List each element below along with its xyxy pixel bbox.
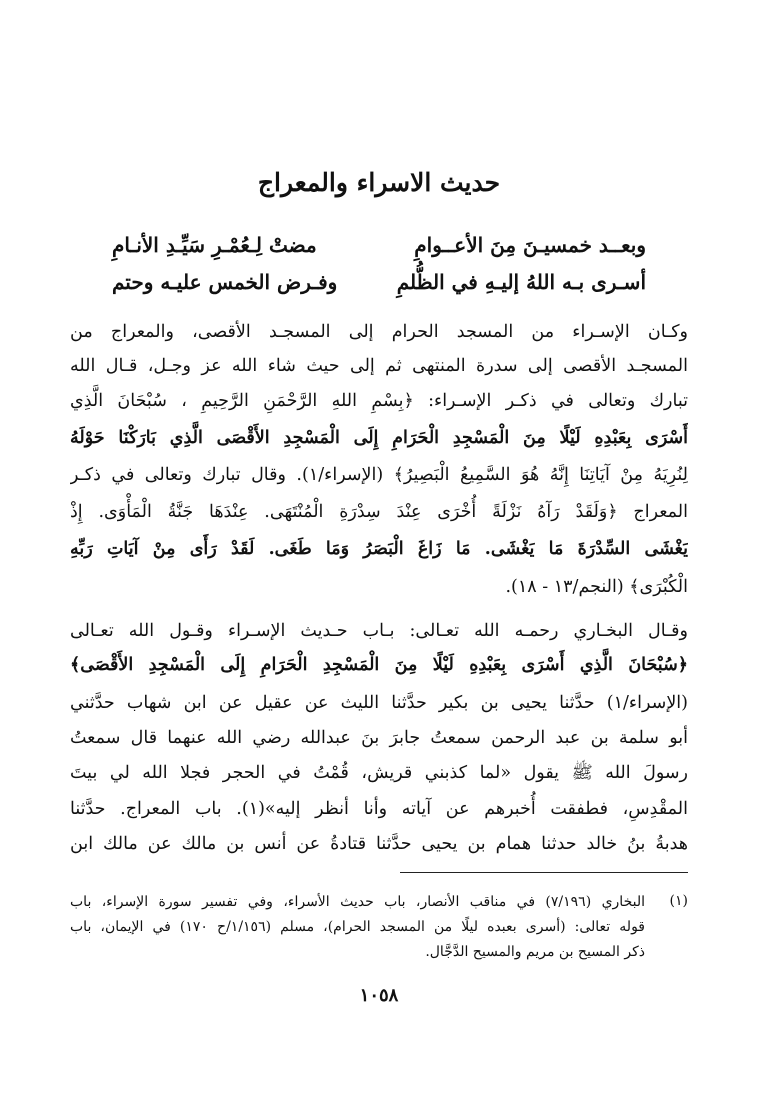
- quran-line: يَغْشَى السِّدْرَةَ مَا يَغْشَى. مَا زَاغَ الْبَصَرُ وَمَا طَغَى. لَقَدْ رَأَى مِنْ آيَاتِ رَبِّهِ: [70, 539, 688, 559]
- text-line: المعراج ﴿وَلَقَدْ رَآهُ نَزْلَةً أُخْرَى عِنْدَ سِدْرَةِ الْمُنْتَهَى. عِنْدَهَا جَنَّةُ الْمَأْوَى. إِذْ: [70, 502, 688, 522]
- text-line: (الإسراء/١) حدَّثنا يحيى بن بكير حدَّثنا الليث عن عقيل عن ابن شهاب حدَّثني: [70, 693, 688, 713]
- text-line: لِنُرِيَهُ مِنْ آيَاتِنَا إِنَّهُ هُوَ السَّمِيعُ الْبَصِيرُ﴾ (الإسراء/١). وقال تبارك وتعالى في ذكـر: [70, 465, 688, 485]
- text-line: الْكُبْرَى﴾ (النجم/١٣ - ١٨).: [505, 577, 688, 597]
- text-line: رسولَ الله ﷺ يقول «لما كذبني قريش، قُمْتُ في الحجر فجلا الله لي بيتَ: [70, 763, 688, 783]
- text-line: هدبةُ بنُ خالد حدثنا همام بن يحيى حدَّثنا قتادةُ عن أنس بن مالك عن مالك ابن: [70, 834, 688, 854]
- verse-hemistich: أسـرى بـه اللهُ إليـهِ في الظُّلمِ: [396, 270, 646, 294]
- verse-line: [112, 270, 646, 300]
- text-line: وقـال البخـاري رحمـه الله تعـالى: بـاب حـديث الإسـراء وقـول الله تعـالى: [70, 621, 688, 641]
- text-line: وكـان الإسـراء من المسجد الحرام إلى المسجـد الأقصى، والمعراج من: [70, 322, 688, 342]
- quran-line: أَسْرَى بِعَبْدِهِ لَيْلًا مِنَ الْمَسْجِدِ الْحَرَامِ إِلَى الْمَسْجِدِ الأَقْصَى الَّذِي بَارَكْنَا حَوْلَهُ: [70, 428, 688, 448]
- text-line: تبارك وتعالى في ذكـر الإسـراء: ﴿بِسْمِ اللهِ الرَّحْمَنِ الرَّحِيمِ ، سُبْحَانَ الَّذِي: [70, 391, 688, 411]
- text-line: أبو سلمة بن عبد الرحمن سمعتُ جابرَ بنَ عبدالله رضي الله عنهما قال سمعتُ: [70, 728, 688, 748]
- footnote-divider: [400, 872, 688, 873]
- verse-hemistich: مضتْ لِـعُمْـرِ سَيِّـدِ الأنـامِ: [112, 233, 317, 257]
- verse-hemistich: وفـرض الخمس عليـه وحتم: [112, 270, 338, 294]
- text-line: المقْدِسِ، فطفقت أُخبرهم عن آياته وأنا أنظر إليه»(١). باب المعراج. حدَّثنا: [70, 799, 688, 819]
- footnote-line: ذكر المسيح بن مريم والمسيح الدَّجَّال.: [425, 944, 645, 960]
- quran-line: ﴿سُبْحَانَ الَّذِي أَسْرَى بِعَبْدِهِ لَيْلًا مِنَ الْمَسْجِدِ الْحَرَامِ إِلَى الْمَسْجِدِ الأَقْصَى﴾: [70, 655, 688, 675]
- text-line: المسجـد الأقصى إلى سدرة المنتهى ثم إلى حيث شاء الله عز وجـل، قـال الله: [70, 356, 688, 376]
- footnote-number: (١): [669, 893, 688, 909]
- chapter-title: حديث الاسراء والمعراج: [257, 168, 501, 197]
- footnote-line: البخاري (٧/١٩٦) في مناقب الأنصار، باب حديث الأسراء، وفي تفسير سورة الإسراء، باب: [70, 894, 645, 910]
- page-number: ١٠٥٨: [359, 985, 399, 1006]
- verse-hemistich: وبعــد خمسيـنَ مِنَ الأعــوامِ: [414, 233, 646, 257]
- footnote-line: قوله تعالى: (أسرى بعبده ليلًا من المسجد الحرام)، مسلم (١/١٥٦/ح ١٧٠) في الإيمان، باب: [70, 919, 645, 935]
- verse-line: [112, 233, 646, 263]
